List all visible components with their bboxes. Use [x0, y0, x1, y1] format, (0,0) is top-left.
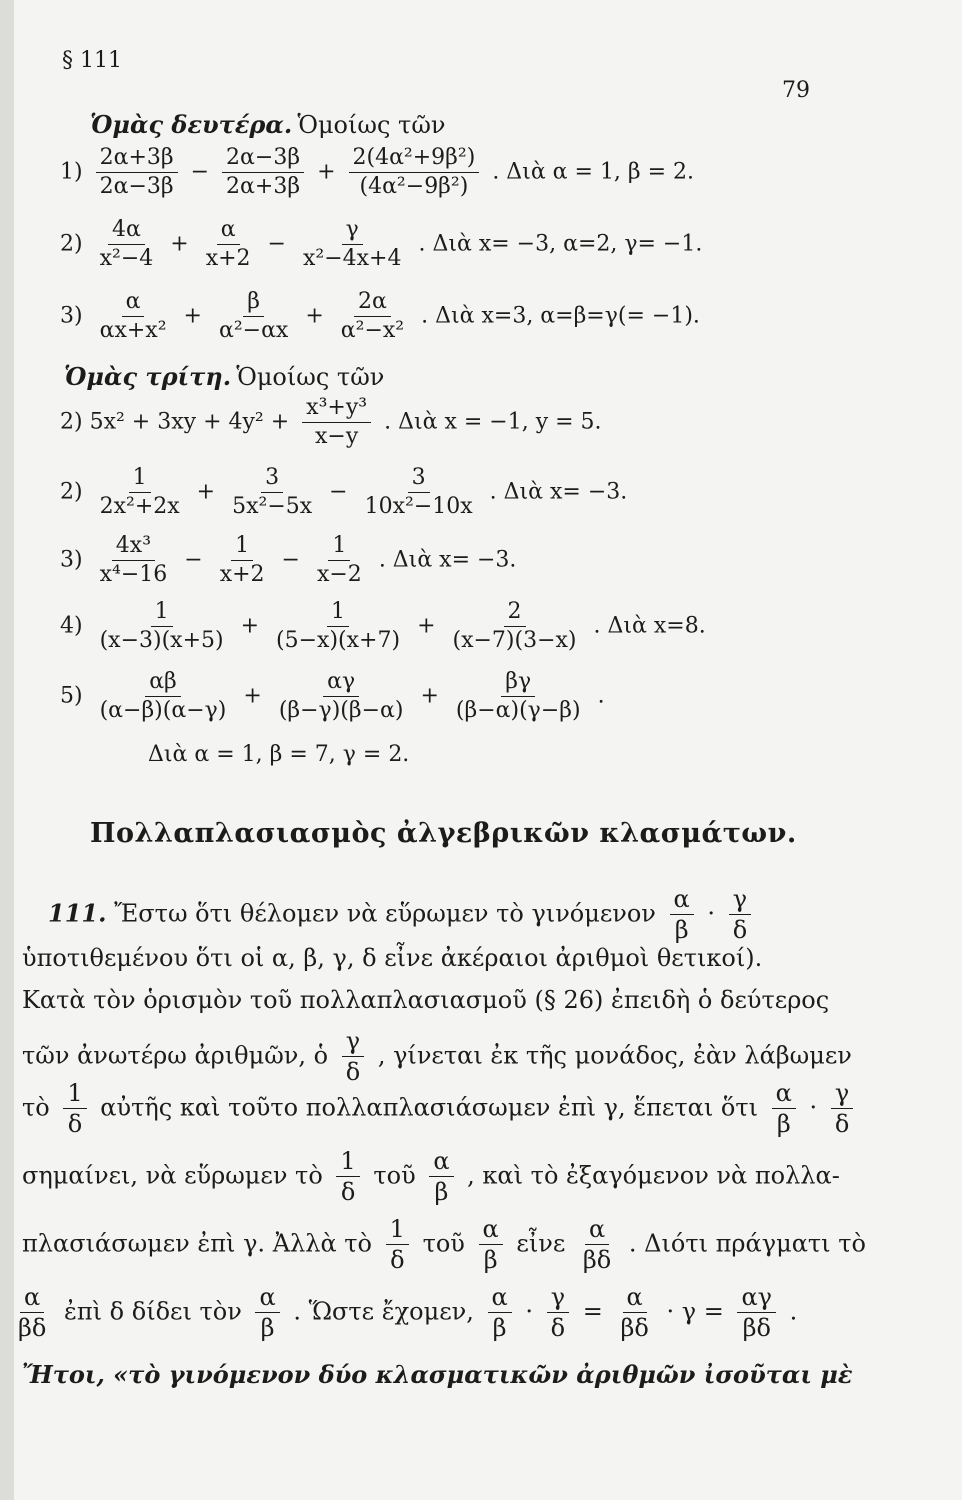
fraction: $\frac{\gamma}{\delta}$	[831, 1080, 853, 1138]
section-number: § 111	[62, 48, 122, 73]
fraction: $\frac{\text{x³+y³}}{x-y}$	[302, 396, 371, 449]
paragraph-line-8: $\frac{\alpha}{\beta\delta}$ ἐπὶ δ δίδει τὸν $\frac{\alpha}{\beta}$ . Ὥστε ἔχομεν, $\frac{\alpha}{\beta}$ · $\frac{\gamma}{\delta}$ = $\frac{\alpha}{\beta\delta}$ · γ = $\frac{\alpha\gamma}{\beta\delta}$ .	[8, 1284, 797, 1342]
fraction: $\frac{3}{\text{5x²−5x}}$	[232, 465, 313, 520]
group-3-exercise-3: 3) $\frac{\text{4x³}}{\text{x⁴−16}}$ − $\frac{1}{x+2}$ − $\frac{1}{x-2}$ . Διὰ x= −3.	[60, 533, 517, 588]
fraction: $\frac{\gamma}{\text{x²−4x+4}}$	[302, 217, 402, 272]
page-number: 79	[782, 78, 810, 103]
fraction: $\frac{\alpha\gamma}{\beta\delta}$	[737, 1284, 776, 1342]
section-heading: Πολλαπλασιασμὸς ἀλγεβρικῶν κλασμάτων.	[90, 818, 797, 849]
page-edge-shadow	[0, 0, 14, 1500]
group-3-exercise-1: 2) 5x² + 3xy + 4y² + $\frac{\text{x³+y³}}{x-y}$ . Διὰ x = −1, y = 5.	[60, 395, 602, 450]
group-3-exercise-5: 5) $\frac{\alpha\beta}{(\alpha-\beta)(\alpha-\gamma)}$ + $\frac{\alpha\gamma}{(\beta-\gamma)(\beta-\alpha)}$ + $\frac{\beta\gamma}{(\beta-\alpha)(\gamma-\beta)}$ .	[60, 669, 605, 724]
fraction: $\frac{\beta\gamma}{(\beta-\alpha)(\gamma-\beta)}$	[455, 669, 581, 724]
fraction: $\frac{\text{2(4α²+9β²)}}{\text{(4α²−9β²)}}$	[349, 146, 480, 199]
fraction: $\frac{1}{x-2}$	[316, 533, 362, 588]
fraction: $\frac{\alpha}{\beta}$	[255, 1284, 279, 1342]
group-3-exercise-2: 2) $\frac{1}{\text{2x²+2x}}$ + $\frac{3}{\text{5x²−5x}}$ − $\frac{3}{\text{10x²−10x}}$ . Διὰ x= −3.	[60, 465, 628, 520]
fraction: $\frac{3}{\text{10x²−10x}}$	[364, 465, 473, 520]
group-3-intro: Ὁμοίως τῶν	[236, 363, 385, 391]
fraction: $\frac{\alpha}{\beta}$	[488, 1284, 512, 1342]
fraction: $\frac{2}{(x-7)(3-x)}$	[452, 599, 577, 654]
fraction: $\frac{1}{\text{2x²+2x}}$	[99, 465, 180, 520]
fraction: $\frac{\gamma}{\delta}$	[547, 1284, 569, 1342]
fraction: $\frac{\alpha}{\beta\delta}$	[582, 1215, 612, 1275]
fraction: $\frac{\beta}{\text{α²−αx}}$	[218, 289, 289, 344]
fraction: $\frac{2\alpha-3\beta}{2\alpha+3\beta}$	[222, 146, 304, 199]
fraction: $\frac{\alpha}{\beta\delta}$	[18, 1283, 47, 1343]
fraction: $\frac{1}{(x-3)(x+5)}$	[99, 599, 224, 654]
fraction: $\frac{4\alpha}{\text{x²−4}}$	[99, 217, 154, 272]
paragraph-line-3: Κατὰ τὸν ὁρισμὸν τοῦ πολλαπλασιασμοῦ (§ 26) ἐπειδὴ ὁ δεύτερος	[22, 986, 830, 1014]
paragraph-line-9: Ἤτοι, «τὸ γινόμενον δύο κλασματικῶν ἀριθμῶν ἰσοῦται μὲ	[22, 1360, 853, 1389]
fraction: $\frac{1}{x+2}$	[219, 533, 265, 588]
paragraph-line-6: σημαίνει, νὰ εὕρωμεν τὸ $\frac{1}{\delta}$ τοῦ $\frac{\alpha}{\beta}$ , καὶ τὸ ἐξαγόμενον νὰ πολλα-	[22, 1147, 840, 1207]
fraction: $\frac{\alpha}{\beta\delta}$	[620, 1283, 649, 1343]
paragraph-line-4: τῶν ἀνωτέρω ἀριθμῶν, ὁ $\frac{\gamma}{\delta}$ , γίνεται ἐκ τῆς μονάδος, ἐὰν λάβωμεν	[22, 1027, 852, 1087]
group-2-title-line	[90, 110, 445, 139]
fraction: $\frac{\alpha}{\beta}$	[772, 1080, 796, 1138]
group-2-intro: Ὁμοίως τῶν	[297, 111, 446, 139]
fraction: $\frac{\gamma}{\delta}$	[729, 886, 751, 944]
fraction: $\frac{\alpha}{x+2}$	[205, 217, 251, 272]
exercise-condition: . Διὰ α = 1, β = 2.	[492, 159, 695, 185]
fraction: $\frac{1}{\delta}$	[336, 1148, 359, 1206]
group-3-exercise-5-condition: Διὰ α = 1, β = 7, γ = 2.	[148, 742, 410, 767]
fraction: $\frac{\alpha}{\text{αx+x²}}$	[99, 289, 167, 344]
paragraph-line-7: πλασιάσωμεν ἐπὶ γ. Ἀλλὰ τὸ $\frac{1}{\delta}$ τοῦ $\frac{\alpha}{\beta}$ εἶνε $\frac{\alpha}{\beta\delta}$ . Διότι πράγματι τὸ	[22, 1215, 866, 1275]
paragraph-number: 111.	[48, 898, 107, 928]
paragraph-line-2: ὑποτιθεμένου ὅτι οἱ α, β, γ, δ εἶνε ἀκέραιοι ἀριθμοὶ θετικοί).	[22, 944, 763, 972]
fraction: $\frac{\gamma}{\delta}$	[342, 1028, 364, 1086]
fraction: $\frac{1}{(5-x)(x+7)}$	[276, 599, 401, 654]
exercise-number: 1)	[60, 159, 83, 185]
fraction: $\frac{2\alpha}{\text{α²−x²}}$	[340, 289, 405, 344]
group-2-exercise-2: 2) $\frac{4\alpha}{\text{x²−4}}$ + $\frac{\alpha}{x+2}$ − $\frac{\gamma}{\text{x²−4x+4}}$ . Διὰ x= −3, α=2, γ= −1.	[60, 217, 703, 272]
paragraph-line-1: 111. Ἔστω ὅτι θέλομεν νὰ εὕρωμεν τὸ γινόμενον $\frac{\alpha}{\beta}$ · $\frac{\gamma}{\delta}$	[48, 886, 757, 944]
group-3-title-line	[64, 362, 384, 391]
fraction: $\frac{\alpha}{\beta}$	[670, 886, 694, 944]
fraction: $\frac{1}{\delta}$	[386, 1216, 409, 1274]
fraction: $\frac{\alpha\beta}{(\alpha-\beta)(\alpha-\gamma)}$	[99, 669, 227, 724]
group-2-exercise-3: 3) $\frac{\alpha}{\text{αx+x²}}$ + $\frac{\beta}{\text{α²−αx}}$ + $\frac{2\alpha}{\text{α²−x²}}$ . Διὰ x=3, α=β=γ(= −1).	[60, 289, 700, 344]
group-3-exercise-4: 4) $\frac{1}{(x-3)(x+5)}$ + $\frac{1}{(5-x)(x+7)}$ + $\frac{2}{(x-7)(3-x)}$ . Διὰ x=8.	[60, 599, 706, 654]
group-2-title: Ὁμὰς δευτέρα.	[90, 110, 293, 139]
fraction: $\frac{2\alpha+3\beta}{2\alpha-3\beta}$	[96, 146, 178, 199]
paragraph-line-5: τὸ $\frac{1}{\delta}$ αὐτῆς καὶ τοῦτο πολλαπλασιάσωμεν ἐπὶ γ, ἕπεται ὅτι $\frac{\alpha}{\beta}$ · $\frac{\gamma}{\delta}$	[22, 1080, 859, 1138]
fraction: $\frac{1}{\delta}$	[63, 1080, 86, 1138]
fraction: $\frac{\alpha\gamma}{(\beta-\gamma)(\beta-\alpha)}$	[278, 669, 404, 724]
group-3-title: Ὁμὰς τρίτη.	[64, 362, 232, 391]
fraction: $\frac{\alpha}{\beta}$	[479, 1216, 503, 1274]
fraction: $\frac{\text{4x³}}{\text{x⁴−16}}$	[99, 533, 168, 588]
fraction: $\frac{\alpha}{\beta}$	[429, 1148, 453, 1206]
group-2-exercise-1: 1) $\frac{2\alpha+3\beta}{2\alpha-3\beta}$ − $\frac{2\alpha-3\beta}{2\alpha+3\beta}$ + $\frac{\text{2(4α²+9β²)}}{\text{(4α²−9β²)}}$ . Διὰ α = 1, β = 2.	[60, 145, 695, 200]
